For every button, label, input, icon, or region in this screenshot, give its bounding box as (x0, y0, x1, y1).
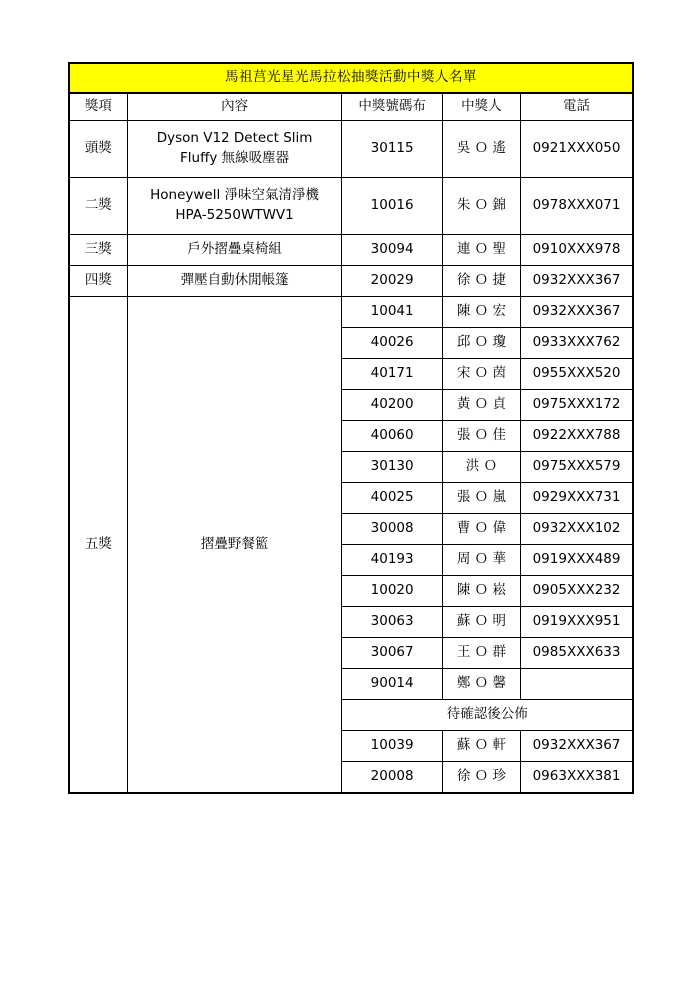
winner-name: 吳 Ｏ 遙 (442, 121, 520, 178)
table-row (69, 297, 633, 328)
winner-phone: 0978XXX071 (521, 178, 633, 235)
winner-name: 鄭 Ｏ 馨 (442, 669, 520, 700)
table-title-row (69, 63, 633, 93)
winner-phone: 0975XXX172 (521, 390, 633, 421)
document-page (68, 62, 634, 794)
winner-name: 朱 Ｏ 錦 (442, 178, 520, 235)
winner-phone: 0922XXX788 (521, 421, 633, 452)
winner-name: 王 Ｏ 群 (442, 638, 520, 669)
column-header-winner: 中獎人 (442, 93, 520, 121)
winner-phone: 0919XXX489 (521, 545, 633, 576)
winner-name: 陳 Ｏ 崧 (442, 576, 520, 607)
winning-number: 40171 (342, 359, 442, 390)
winner-name: 徐 Ｏ 捷 (442, 266, 520, 297)
prize-content: 彈壓自動休閒帳篷 (127, 266, 342, 297)
winning-number: 40026 (342, 328, 442, 359)
prize-content (127, 121, 342, 178)
winner-phone: 0932XXX367 (521, 266, 633, 297)
table-row (69, 266, 633, 297)
winner-phone: 0919XXX951 (521, 607, 633, 638)
winning-number: 30115 (342, 121, 442, 178)
winning-number: 30130 (342, 452, 442, 483)
winner-phone: 0932XXX367 (521, 731, 633, 762)
prize-content-line2: HPA-5250WTWV1 (175, 207, 294, 223)
winning-number: 10039 (342, 731, 442, 762)
prize-content-line2: Fluffy 無線吸塵器 (180, 150, 290, 166)
winner-name: 徐 Ｏ 珍 (442, 762, 520, 794)
winner-phone (521, 669, 633, 700)
prize-label: 頭獎 (69, 121, 127, 178)
prize-label: 四獎 (69, 266, 127, 297)
winning-number: 20029 (342, 266, 442, 297)
winners-table (68, 62, 634, 794)
winner-name: 蘇 Ｏ 軒 (442, 731, 520, 762)
winning-number: 10041 (342, 297, 442, 328)
winning-number: 30063 (342, 607, 442, 638)
column-header-prize: 獎項 (69, 93, 127, 121)
winner-name: 黃 Ｏ 貞 (442, 390, 520, 421)
winner-name: 蘇 Ｏ 明 (442, 607, 520, 638)
winner-phone: 0905XXX232 (521, 576, 633, 607)
winner-name: 陳 Ｏ 宏 (442, 297, 520, 328)
winner-phone: 0932XXX367 (521, 297, 633, 328)
winning-number: 30008 (342, 514, 442, 545)
column-header-number: 中獎號碼布 (342, 93, 442, 121)
table-row (69, 121, 633, 178)
winner-name: 宋 Ｏ 茵 (442, 359, 520, 390)
winning-number: 30067 (342, 638, 442, 669)
winner-phone: 0985XXX633 (521, 638, 633, 669)
winner-phone: 0933XXX762 (521, 328, 633, 359)
column-header-content: 內容 (127, 93, 342, 121)
winning-number: 40060 (342, 421, 442, 452)
pending-note: 待確認後公佈 (342, 700, 633, 731)
winning-number: 40025 (342, 483, 442, 514)
document-title: 馬祖莒光星光馬拉松抽獎活動中獎人名單 (69, 63, 633, 93)
winner-phone: 0910XXX978 (521, 235, 633, 266)
winning-number: 20008 (342, 762, 442, 794)
prize-content-line1: Dyson V12 Detect Slim (156, 130, 313, 147)
prize-content: 摺疊野餐籃 (127, 297, 342, 794)
winning-number: 10016 (342, 178, 442, 235)
winner-name: 張 Ｏ 嵐 (442, 483, 520, 514)
prize-content (127, 178, 342, 235)
prize-content: 戶外摺疊桌椅組 (127, 235, 342, 266)
winner-name: 洪 Ｏ (442, 452, 520, 483)
winner-phone: 0955XXX520 (521, 359, 633, 390)
winner-phone: 0932XXX102 (521, 514, 633, 545)
winner-name: 邱 Ｏ 瓊 (442, 328, 520, 359)
winner-phone: 0929XXX731 (521, 483, 633, 514)
winner-phone: 0963XXX381 (521, 762, 633, 794)
prize-content-line1: Honeywell 淨味空氣清淨機 (150, 187, 320, 204)
winner-name: 曹 Ｏ 偉 (442, 514, 520, 545)
table-row (69, 235, 633, 266)
winner-phone: 0975XXX579 (521, 452, 633, 483)
prize-label: 三獎 (69, 235, 127, 266)
winning-number: 30094 (342, 235, 442, 266)
winner-name: 張 Ｏ 佳 (442, 421, 520, 452)
winning-number: 40200 (342, 390, 442, 421)
winning-number: 10020 (342, 576, 442, 607)
winner-name: 連 Ｏ 聖 (442, 235, 520, 266)
winning-number: 40193 (342, 545, 442, 576)
table-header-row (69, 93, 633, 121)
table-row (69, 178, 633, 235)
column-header-phone: 電話 (521, 93, 633, 121)
winner-phone: 0921XXX050 (521, 121, 633, 178)
prize-label: 五獎 (69, 297, 127, 794)
winner-name: 周 Ｏ 華 (442, 545, 520, 576)
winning-number: 90014 (342, 669, 442, 700)
prize-label: 二獎 (69, 178, 127, 235)
